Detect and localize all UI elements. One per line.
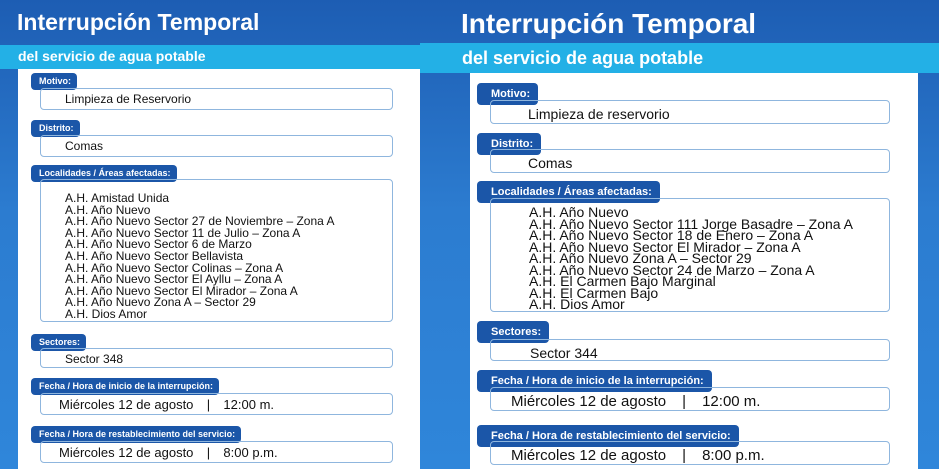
inicio-fecha: Miércoles 12 de agosto <box>511 393 667 410</box>
notice-subtitle-band: del servicio de agua potable <box>420 43 939 73</box>
restablecimiento-hora: 8:00 p.m. <box>702 447 765 464</box>
list-item: A.H. Año Nuevo Sector El Mirador – Zona A <box>529 238 801 255</box>
list-item: A.H. Año Nuevo <box>529 204 629 220</box>
list-item: A.H. Año Nuevo Sector El Ayllu – Zona A <box>65 272 283 287</box>
list-item: A.H. Año Nuevo Sector 111 Jorge Basadre – Zona A <box>529 215 854 232</box>
notice-title: Interrupción Temporal <box>461 8 757 39</box>
restablecimiento-label: Fecha / Hora de restablecimiento del servicio: <box>31 426 241 443</box>
notice-card <box>18 69 420 469</box>
inicio-hora: 12:00 m. <box>702 393 761 410</box>
motivo-label: Motivo: <box>477 83 538 105</box>
restablecimiento-fecha: Miércoles 12 de agosto <box>511 447 667 464</box>
distrito-label: Distrito: <box>477 133 541 155</box>
distrito-label: Distrito: <box>31 120 80 137</box>
sectores-label: Sectores: <box>31 334 86 351</box>
list-item: A.H. Año Nuevo Zona A – Sector 29 <box>65 295 256 310</box>
restablecimiento-label: Fecha / Hora de restablecimiento del servicio: <box>477 425 739 447</box>
list-item: A.H. Año Nuevo Sector 6 de Marzo <box>65 237 252 252</box>
notice-right <box>420 0 939 469</box>
inicio-label: Fecha / Hora de inicio de la interrupción: <box>31 378 219 395</box>
inicio-field <box>40 393 393 415</box>
list-item: A.H. Dios Amor <box>65 306 148 321</box>
list-item: A.H. Año Nuevo Sector 24 de Marzo – Zona A <box>529 261 815 278</box>
separator: | <box>682 393 687 410</box>
inicio-fecha: Miércoles 12 de agosto <box>59 397 194 412</box>
localidades-label: Localidades / Áreas afectadas: <box>31 165 177 182</box>
localidades-list <box>40 179 393 322</box>
list-item: A.H. Año Nuevo Zona A – Sector 29 <box>529 250 752 266</box>
inicio-field <box>490 387 890 411</box>
sectores-label: Sectores: <box>477 321 549 343</box>
inicio-label: Fecha / Hora de inicio de la interrupción: <box>477 370 712 392</box>
motivo-field: Limpieza de reservorio <box>490 100 890 124</box>
separator: | <box>206 445 211 460</box>
restablecimiento-hora: 8:00 p.m. <box>223 445 278 460</box>
list-item: A.H. Año Nuevo <box>65 202 151 217</box>
restablecimiento-fecha: Miércoles 12 de agosto <box>59 445 194 460</box>
list-item: A.H. Año Nuevo Sector 11 de Julio – Zona A <box>65 225 301 240</box>
list-item: A.H. Año Nuevo Sector 18 de Enero – Zona A <box>529 227 814 243</box>
notice-left <box>0 0 420 469</box>
sectores-field: Sector 344 <box>490 339 890 361</box>
motivo-label: Motivo: <box>31 73 77 90</box>
list-item: A.H. Año Nuevo Sector El Mirador – Zona A <box>65 283 298 298</box>
list-item: A.H. Dios Amor <box>529 296 625 312</box>
list-item: A.H. El Carmen Bajo Marginal <box>529 273 716 289</box>
notice-title: Interrupción Temporal <box>17 9 260 35</box>
inicio-hora: 12:00 m. <box>223 397 275 412</box>
list-item: A.H. Amistad Unida <box>65 191 170 205</box>
list-item: A.H. Año Nuevo Sector Colinas – Zona A <box>65 260 284 275</box>
motivo-field: Limpieza de Reservorio <box>40 88 393 110</box>
list-item: A.H. Año Nuevo Sector 27 de Noviembre – Zona A <box>65 214 335 229</box>
notice-subtitle-band: del servicio de agua potable <box>0 45 420 69</box>
restablecimiento-field <box>40 441 393 463</box>
distrito-field: Comas <box>490 149 890 173</box>
separator: | <box>206 397 211 412</box>
list-item: A.H. Año Nuevo Sector Bellavista <box>65 248 244 263</box>
localidades-list <box>490 198 890 312</box>
distrito-field: Comas <box>40 135 393 157</box>
restablecimiento-field <box>490 441 890 465</box>
list-item: A.H. El Carmen Bajo <box>529 284 659 301</box>
localidades-label: Localidades / Áreas afectadas: <box>477 181 660 203</box>
notice-card <box>470 73 918 469</box>
separator: | <box>682 447 687 464</box>
sectores-field: Sector 348 <box>40 348 393 368</box>
